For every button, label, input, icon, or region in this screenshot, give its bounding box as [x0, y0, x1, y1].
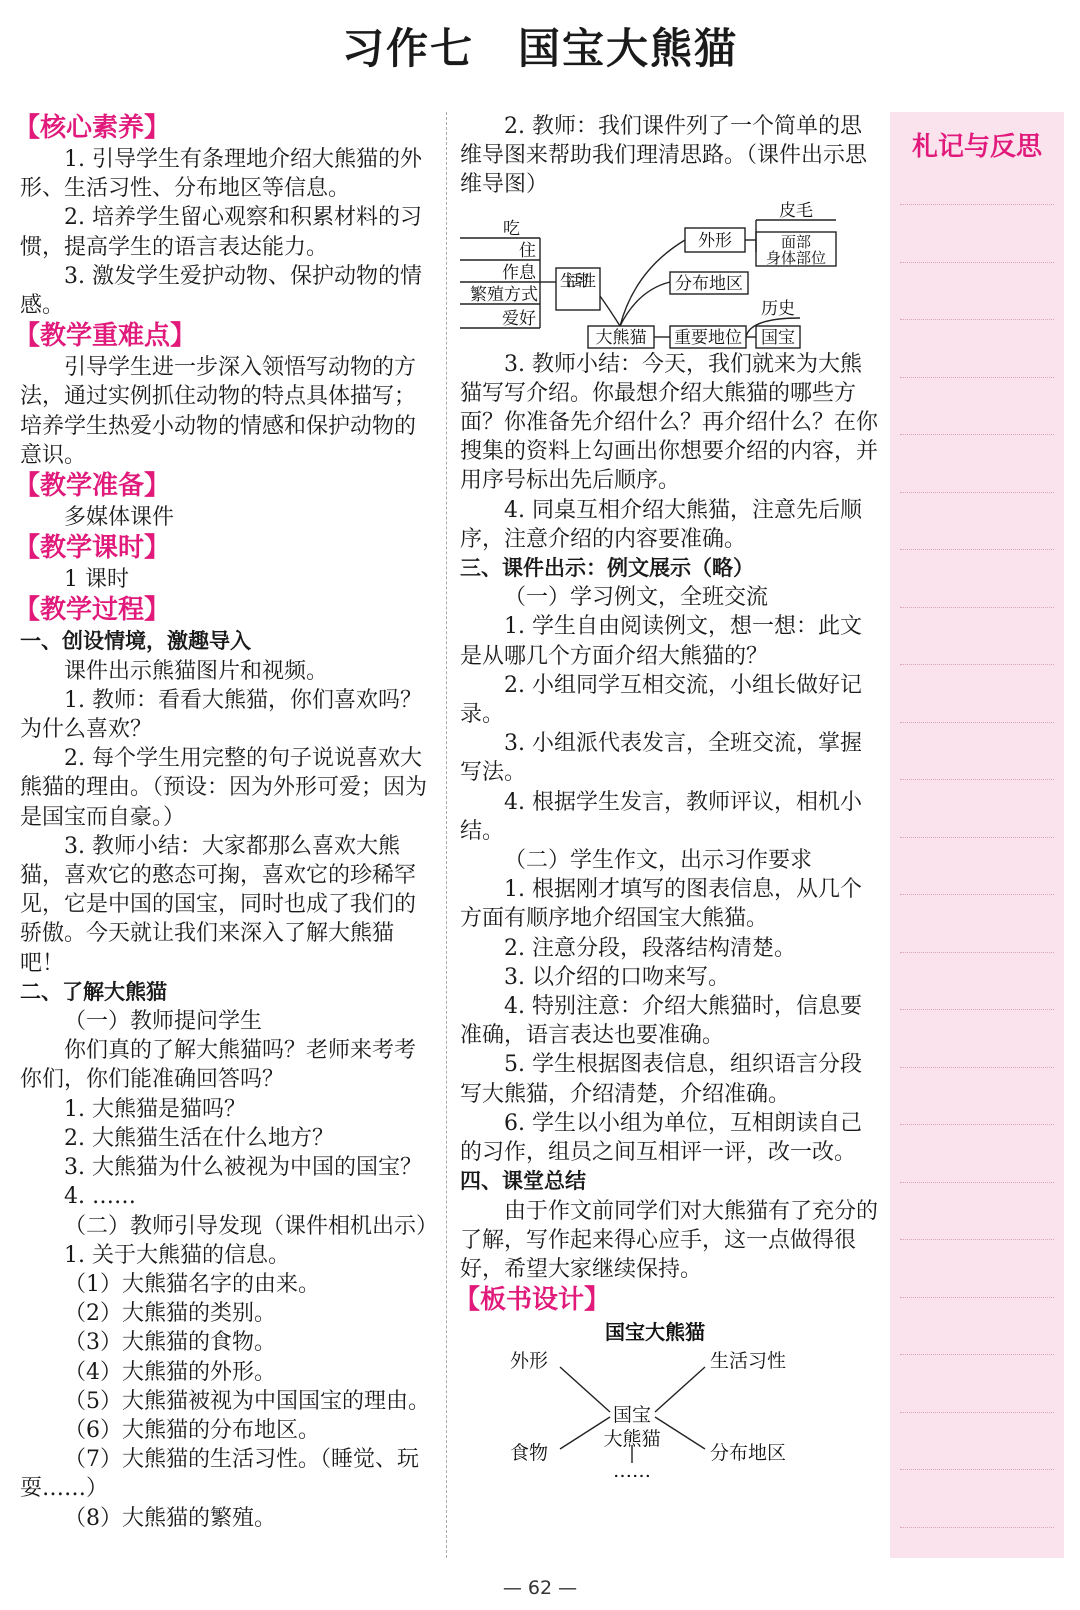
section-heading-prep: 【教学准备】	[14, 471, 171, 502]
list-item: 2. 大熊猫生活在什么地方？	[64, 1125, 334, 1151]
core-item: 3. 激发学生爱护动物、保护动物的情感。	[20, 263, 422, 319]
mindmap-hobby: 爱好	[502, 308, 536, 329]
board-topleft: 外形	[510, 1350, 549, 1373]
note-line	[900, 837, 1054, 838]
sub-list-item: （5）大熊猫被视为中国国宝的理由。	[64, 1388, 430, 1414]
sub-heading: （二）学生作文，出示习作要求	[504, 848, 813, 874]
note-line	[900, 1354, 1054, 1355]
step-heading: 一、创设情境，激趣导入	[20, 629, 251, 654]
board-bottomleft: 食物	[510, 1442, 549, 1465]
mindmap-schedule: 作息	[502, 262, 536, 283]
board-design	[460, 1317, 878, 1477]
note-line	[900, 204, 1054, 205]
board-title: 国宝大熊猫	[605, 1320, 705, 1345]
mindmap-treasure: 国宝	[761, 327, 795, 348]
paragraph: 课件出示熊猫图片和视频。	[64, 658, 329, 684]
note-line	[900, 377, 1054, 378]
note-line	[900, 1239, 1054, 1240]
note-line	[900, 1067, 1054, 1068]
board-more: ……	[613, 1460, 651, 1478]
list-item: 4. 根据学生发言，教师评议，相机小结。	[460, 789, 862, 844]
list-item: 1. 根据刚才填写的图表信息，从几个方面有顺序地介绍国宝大熊猫。	[460, 877, 862, 932]
sub-list-item: （7）大熊猫的生活习性。（睡觉、玩耍……）	[20, 1447, 419, 1502]
mindmap-face: 面部	[780, 232, 812, 251]
mindmap-center: 大熊猫	[595, 327, 647, 348]
section-heading-board: 【板书设计】	[454, 1285, 611, 1316]
list-item: 1. 大熊猫是猫吗？	[64, 1096, 246, 1122]
mind-map	[460, 200, 878, 350]
core-item: 2. 培养学生留心观察和积累材料的习惯，提高学生的语言表达能力。	[20, 205, 422, 260]
note-line	[900, 1182, 1054, 1183]
list-item: 3. 小组派代表发言，全班交流，掌握写法。	[460, 731, 862, 786]
page-title: 习作七 国宝大熊猫	[341, 24, 738, 73]
mindmap-history: 历史	[761, 298, 795, 319]
list-item: 4. 同桌互相介绍大熊猫，注意先后顺序，注意介绍的内容要准确。	[460, 497, 862, 552]
note-line	[900, 1297, 1054, 1298]
note-line	[900, 434, 1054, 435]
mindmap-eat: 吃	[503, 218, 520, 239]
note-line	[900, 1009, 1054, 1010]
mindmap-body: 身体部位	[765, 248, 827, 267]
paragraph: 由于作文前同学们对大熊猫有了充分的了解，写作起来得心应手，这一点做得很好，希望大家继续保持。	[460, 1198, 879, 1282]
mindmap-status: 重要地位	[674, 327, 742, 348]
list-item: 3. 以介绍的口吻来写。	[504, 964, 730, 990]
note-line	[900, 1469, 1054, 1470]
sub-heading: （二）教师引导发现（课件相机出示）	[64, 1213, 439, 1239]
list-item: 2. 小组同学互相交流，小组长做好记录。	[460, 672, 862, 728]
step-heading: 二、了解大熊猫	[20, 979, 167, 1004]
step-heading: 四、课堂总结	[460, 1169, 586, 1194]
section-heading-hours: 【教学课时】	[14, 533, 171, 564]
notes-panel	[890, 112, 1064, 1558]
list-item: 2. 教师：我们课件列了一个简单的思维导图来帮助我们理清思路。（课件出示思维导图）	[460, 114, 868, 198]
mindmap-live: 住	[519, 240, 536, 261]
sub-list-item: （6）大熊猫的分布地区。	[64, 1417, 320, 1443]
sub-list-item: （3）大熊猫的食物。	[64, 1330, 276, 1356]
mindmap-fur: 皮毛	[779, 200, 813, 221]
column-divider	[446, 112, 447, 1558]
mindmap-habitat: 分布地区	[675, 273, 743, 294]
left-column	[14, 112, 439, 1533]
section-heading-process: 【教学过程】	[14, 595, 171, 626]
list-item: 1. 教师：看看大熊猫，你们喜欢吗？为什么喜欢？	[20, 687, 422, 743]
list-item: 2. 注意分段，段落结构清楚。	[504, 935, 796, 961]
list-item: 3. 大熊猫为什么被视为中国的国宝？	[64, 1155, 422, 1181]
notes-title: 札记与反思	[911, 132, 1042, 162]
list-item: 5. 学生根据图表信息，组织语言分段写大熊猫，介绍清楚，介绍准确。	[460, 1052, 862, 1107]
keypoints-text: 引导学生进一步深入领悟写动物的方法，通过实例抓住动物的特点具体描写；培养学生热爱小动物的情感和保护动物的意识。	[20, 355, 417, 468]
section-heading-core: 【核心素养】	[14, 113, 171, 143]
sub-heading: （一）学习例文，全班交流	[504, 585, 769, 611]
board-topright: 生活习性	[710, 1350, 787, 1373]
board-bottomright: 分布地区	[710, 1442, 787, 1465]
note-line	[900, 894, 1054, 895]
note-line	[900, 492, 1054, 493]
note-line	[900, 319, 1054, 320]
sub-list-item: （2）大熊猫的类别。	[64, 1301, 276, 1327]
step-heading: 三、课件出示：例文展示（略）	[460, 556, 754, 581]
note-line	[900, 1527, 1054, 1528]
page-number: — 62 —	[502, 1577, 578, 1599]
middle-column	[454, 112, 879, 1478]
mindmap-habits: 生活习性	[560, 270, 596, 290]
note-line	[900, 607, 1054, 608]
prep-text: 多媒体课件	[64, 505, 175, 531]
paragraph: 你们真的了解大熊猫吗？老师来考考你们，你们能准确回答吗？	[20, 1038, 417, 1093]
list-item: 4. 特别注意：介绍大熊猫时，信息要准确，语言表达也要准确。	[460, 994, 862, 1049]
list-item: 4. ……	[64, 1184, 136, 1210]
list-item: 2. 每个学生用完整的句子说说喜欢大熊猫的理由。（预设：因为外形可爱；因为是国宝而自豪。）	[20, 746, 428, 830]
note-line	[900, 952, 1054, 953]
list-item: 1. 学生自由阅读例文，想一想：此文是从哪几个方面介绍大熊猫的？	[460, 614, 862, 669]
note-line	[900, 549, 1054, 550]
list-item: 3. 教师小结：大家都那么喜欢大熊猫，喜欢它的憨态可掬，喜欢它的珍稀罕见，它是中国的国宝，同时也成了我们的骄傲。今天就让我们来深入了解大熊猫吧！	[20, 833, 417, 976]
note-line	[900, 1124, 1054, 1125]
core-item: 1. 引导学生有条理地介绍大熊猫的外形、生活习性、分布地区等信息。	[20, 147, 422, 202]
sub-list-item: （8）大熊猫的繁殖。	[64, 1505, 276, 1531]
note-line	[900, 1412, 1054, 1413]
sub-list-item: （1）大熊猫名字的由来。	[64, 1271, 320, 1297]
board-center-top: 国宝	[612, 1404, 652, 1427]
list-item: 3. 教师小结：今天，我们就来为大熊猫写写介绍。你最想介绍大熊猫的哪些方面？你准备先介绍什么？再介绍什么？在你搜集的资料上勾画出你想要介绍的内容，并用序号标出先后顺序。	[460, 351, 879, 494]
note-line	[900, 779, 1054, 780]
note-line	[900, 262, 1054, 263]
mindmap-appearance: 外形	[698, 230, 732, 251]
sub-heading: （一）教师提问学生	[64, 1009, 263, 1035]
board-center-bottom: 大熊猫	[603, 1428, 661, 1451]
note-line	[900, 722, 1054, 723]
note-line	[900, 664, 1054, 665]
sub-list-item: （4）大熊猫的外形。	[64, 1359, 276, 1385]
hours-text: 1 课时	[64, 567, 129, 593]
list-item: 1. 关于大熊猫的信息。	[64, 1242, 290, 1268]
list-item: 6. 学生以小组为单位，互相朗读自己的习作，组员之间互相评一评，改一改。	[460, 1110, 862, 1166]
mindmap-breed: 繁殖方式	[470, 284, 538, 305]
section-heading-keypoints: 【教学重难点】	[14, 321, 197, 352]
